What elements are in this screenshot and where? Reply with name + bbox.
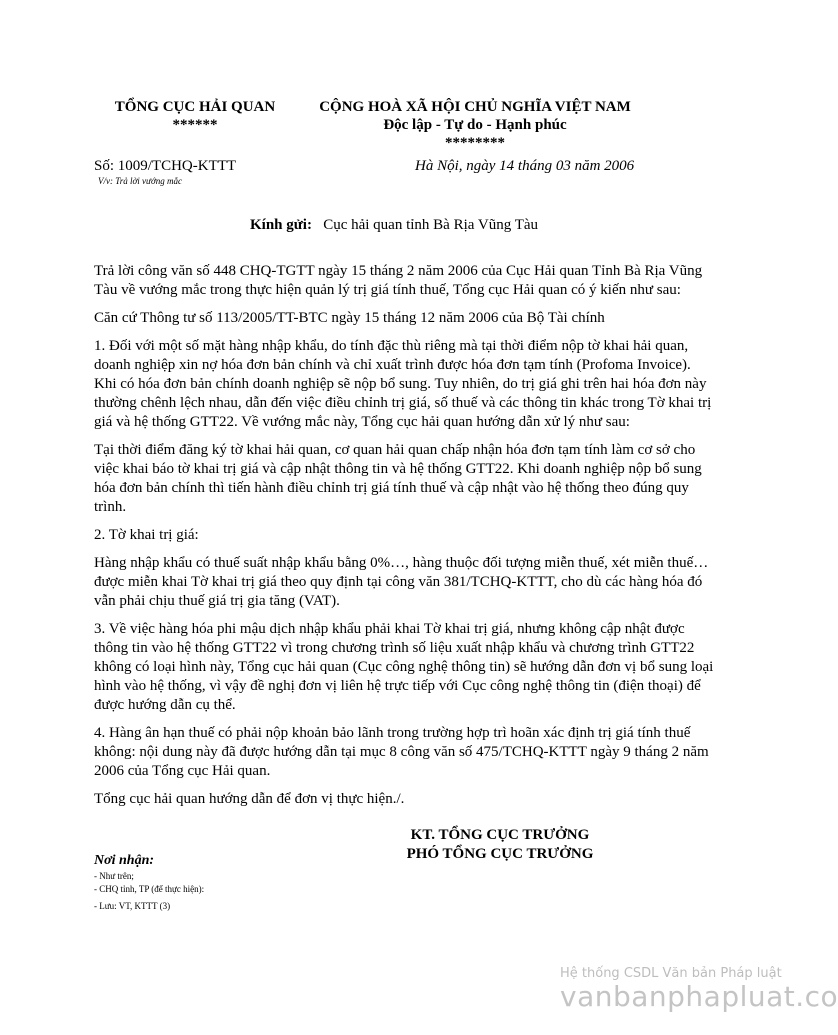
document-number: Số: 1009/TCHQ-KTTT <box>94 158 237 174</box>
body-paragraph: Trả lời công văn số 448 CHQ-TGTT ngày 15 tháng 2 năm 2006 của Cục Hải quan Tỉnh Bà Rịa Vũng Tàu về vướng mắc trong thực hiện quản lý trị giá tính thuế, Tổng cục Hải quan có ý kiến như sau: <box>94 263 703 298</box>
recipient-name: Cục hải quan tỉnh Bà Rịa Vũng Tàu <box>323 217 539 233</box>
agency-header <box>95 98 295 134</box>
signature-block <box>395 826 605 864</box>
agency-stars: ****** <box>172 117 218 133</box>
signature-title: KT. TỔNG CỤC TRƯỞNG <box>410 827 590 843</box>
recipient-line <box>250 217 538 234</box>
watermark-site: vanbanphapluat.co <box>560 980 838 1013</box>
motto-stars: ******** <box>445 135 505 151</box>
recipients-label: Nơi nhận: <box>94 853 155 868</box>
signature-position: PHÓ TỔNG CỤC TRƯỞNG <box>406 846 594 862</box>
recipients-list <box>94 870 204 913</box>
body-paragraph: Hàng nhập khẩu có thuế suất nhập khẩu bằng 0%…, hàng thuộc đối tượng miễn thuế, xét miễn thuế… được miễn khai Tờ khai trị giá theo quy định tại công văn 381/TCHQ-KTTT, cho dù các hàng hóa đó vẫn phải chịu thuế giá trị gia tăng (VAT). <box>94 555 709 609</box>
recipient-item: - Lưu: VT, KTTT (3) <box>94 901 171 911</box>
body-paragraph: 3. Về việc hàng hóa phi mậu dịch nhập khẩu phải khai Tờ khai trị giá, nhưng không cập nhật được thông tin vào hệ thống GTT22 vì trong chương trình số liệu xuất nhập khẩu và chương trình GTT22 không có loại hình này, Tổng cục hải quan (Cục công nghệ thông tin) sẽ hướng dẫn đơn vị bổ sung loại hình vào hệ thống, vì vậy đề nghị đơn vị liên hệ trực tiếp với Cục công nghệ thông tin (điện thoại) để được hướng dẫn cụ thể. <box>94 621 714 713</box>
recipient-label: Kính gửi: <box>250 217 312 233</box>
place-date: Hà Nội, ngày 14 tháng 03 năm 2006 <box>415 158 635 174</box>
national-header <box>295 98 655 152</box>
body-paragraph: Tại thời điểm đăng ký tờ khai hải quan, cơ quan hải quan chấp nhận hóa đơn tạm tính làm cơ sở cho việc khai báo tờ khai trị giá và cập nhật thông tin và hệ thống GTT22. Khi doanh nghiệp nộp bổ sung hóa đơn bản chính thì tiến hành điều chỉnh trị giá tính thuế và cập nhật vào hệ thống theo đúng quy trình. <box>94 442 702 515</box>
document-body <box>94 262 714 818</box>
document-subject: V/v: Trả lời vướng mắc <box>98 176 183 186</box>
body-paragraph: 4. Hàng ân hạn thuế có phải nộp khoản bảo lãnh trong trường hợp trì hoãn xác định trị giá tính thuế không: nội dung này đã được hướng dẫn tại mục 8 công văn số 475/TCHQ-KTTT ngày 9 tháng 2 năm 2006 của Tổng cục Hải quan. <box>94 725 709 779</box>
country-name: CỘNG HOÀ XÃ HỘI CHỦ NGHĨA VIỆT NAM <box>319 99 631 115</box>
body-paragraph: Căn cứ Thông tư số 113/2005/TT-BTC ngày 15 tháng 12 năm 2006 của Bộ Tài chính <box>94 310 605 326</box>
motto: Độc lập - Tự do - Hạnh phúc <box>383 117 567 133</box>
watermark-caption: Hệ thống CSDL Văn bản Pháp luật <box>560 966 782 981</box>
recipient-item: - Như trên; <box>94 871 134 881</box>
body-paragraph: 1. Đối với một số mặt hàng nhập khẩu, do tính đặc thù riêng mà tại thời điểm nộp tờ khai hải quan, doanh nghiệp xin nợ hóa đơn bản chính và chỉ xuất trình được hóa đơn tạm tính (Profoma Invoice). Khi có hóa đơn bản chính doanh nghiệp sẽ nộp bổ sung. Tuy nhiên, do trị giá ghi trên hai hóa đơn này thường chênh lệch nhau, dẫn đến việc điều chỉnh trị giá, số thuế và các thông tin khác trong Tờ khai trị giá và hệ thống GTT22. Về vướng mắc này, Tổng cục hải quan hướng dẫn xử lý như sau: <box>94 338 712 430</box>
body-paragraph: Tổng cục hải quan hướng dẫn để đơn vị thực hiện./. <box>94 791 405 807</box>
recipient-item: - CHQ tỉnh, TP (để thực hiện): <box>94 884 205 894</box>
body-paragraph: 2. Tờ khai trị giá: <box>94 527 199 543</box>
agency-name: TỔNG CỤC HẢI QUAN <box>114 99 276 115</box>
